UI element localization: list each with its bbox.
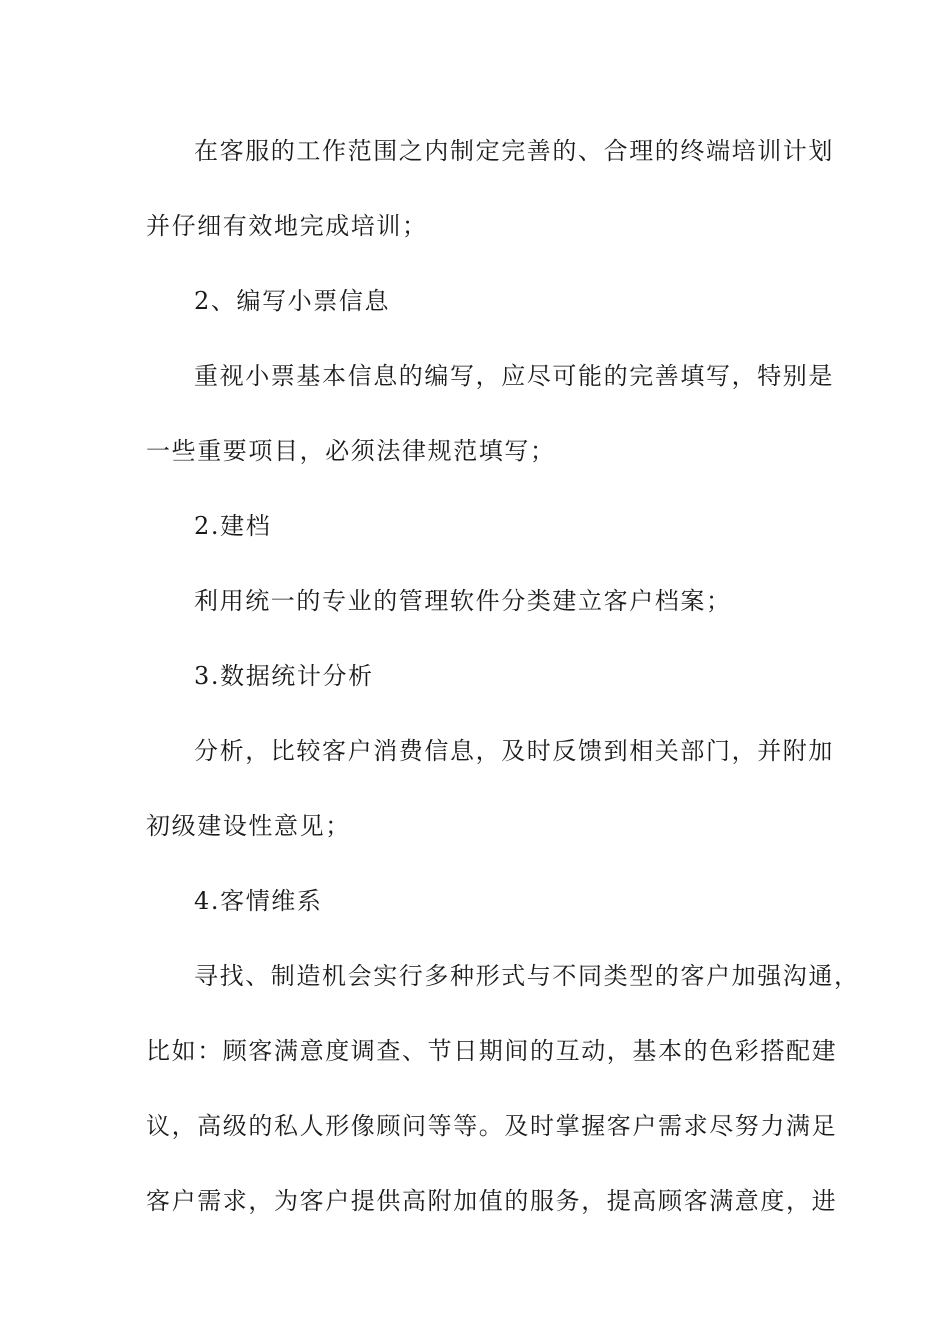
heading-data-analysis: 3.数据统计分析 [194,662,374,690]
paragraph-relations-line-3: 议，高级的私人形像顾问等等。及时掌握客户需求尽努力满足 [146,1112,838,1140]
paragraph-receipt-line-2: 一些重要项目，必须法律规范填写； [146,437,556,465]
paragraph-training-plan-line-2: 并仔细有效地完成培训； [146,212,428,240]
paragraph-relations-line-2: 比如：顾客满意度调查、节日期间的互动，基本的色彩搭配建 [146,1037,838,1065]
paragraph-receipt-line-1: 重视小票基本信息的编写，应尽可能的完善填写，特别是 [194,362,834,390]
paragraph-analysis-line-2: 初级建设性意见； [146,812,351,840]
paragraph-analysis-line-1: 分析，比较客户消费信息，及时反馈到相关部门，并附加 [194,737,834,765]
paragraph-relations-line-1: 寻找、制造机会实行多种形式与不同类型的客户加强沟通， [194,962,860,990]
heading-customer-relations: 4.客情维系 [194,887,323,915]
paragraph-relations-line-4: 客户需求，为客户提供高附加值的服务，提高顾客满意度，进 [146,1187,838,1215]
paragraph-training-plan-line-1: 在客服的工作范围之内制定完善的、合理的终端培训计划 [194,137,834,165]
heading-receipt-info: 2、编写小票信息 [194,287,391,315]
paragraph-filing: 利用统一的专业的管理软件分类建立客户档案； [194,587,732,615]
heading-filing: 2.建档 [194,512,272,540]
